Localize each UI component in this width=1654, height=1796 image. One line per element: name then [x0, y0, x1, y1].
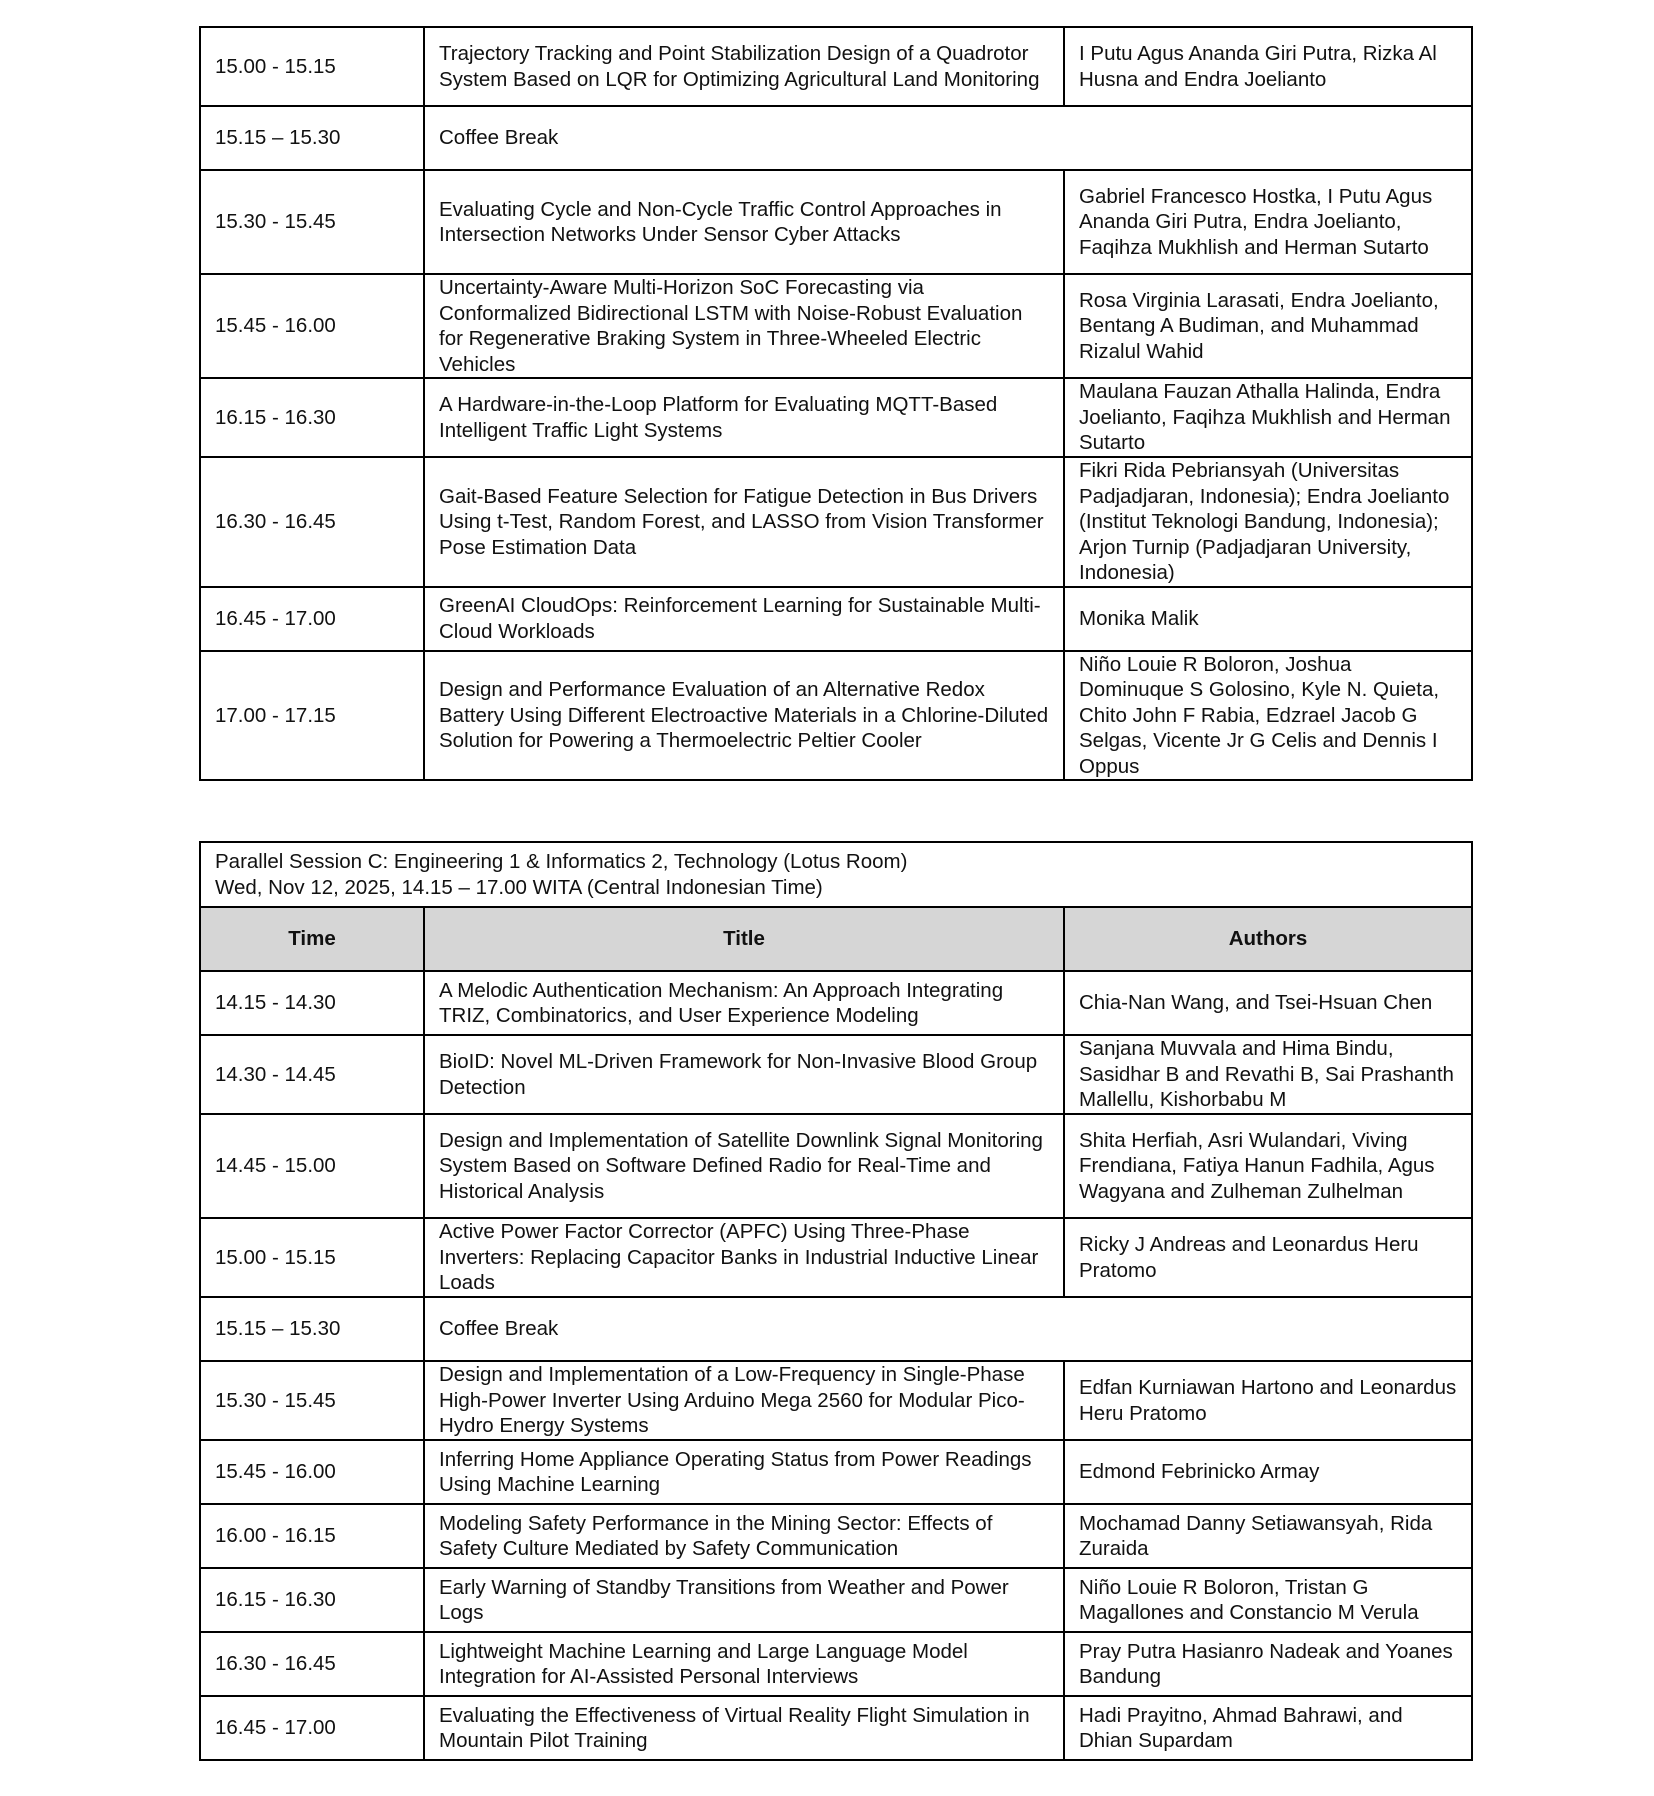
authors-cell: Ricky J Andreas and Leonardus Heru Pratomo [1064, 1218, 1472, 1297]
title-cell: Lightweight Machine Learning and Large Language Model Integration for AI-Assisted Personal Interviews [424, 1632, 1064, 1696]
table-row [200, 1218, 1472, 1297]
time-cell: 15.15 – 15.30 [200, 106, 424, 170]
session-info-row [200, 842, 1472, 907]
title-cell: Evaluating Cycle and Non-Cycle Traffic Control Approaches in Intersection Networks Under Sensor Cyber Attacks [424, 170, 1064, 274]
authors-cell: Monika Malik [1064, 587, 1472, 651]
time-cell: 15.15 – 15.30 [200, 1297, 424, 1361]
session-info-cell [200, 842, 1472, 907]
time-cell: 15.30 - 15.45 [200, 170, 424, 274]
table-row [200, 1632, 1472, 1696]
title-cell: Uncertainty-Aware Multi-Horizon SoC Forecasting via Conformalized Bidirectional LSTM with Noise-Robust Evaluation for Regenerative Braking System in Three-Wheeled Electric Vehicles [424, 274, 1064, 378]
table-row [200, 587, 1472, 651]
time-cell: 15.00 - 15.15 [200, 1218, 424, 1297]
table-row [200, 274, 1472, 378]
header-authors: Authors [1064, 907, 1472, 971]
authors-cell: Chia-Nan Wang, and Tsei-Hsuan Chen [1064, 971, 1472, 1035]
authors-cell: I Putu Agus Ananda Giri Putra, Rizka Al Husna and Endra Joelianto [1064, 27, 1472, 106]
title-cell: Design and Implementation of a Low-Frequency in Single-Phase High-Power Inverter Using Arduino Mega 2560 for Modular Pico-Hydro Energy Systems [424, 1361, 1064, 1440]
table-row [200, 1361, 1472, 1440]
table-row [200, 27, 1472, 106]
title-cell: Inferring Home Appliance Operating Status from Power Readings Using Machine Learning [424, 1440, 1064, 1504]
title-cell: Evaluating the Effectiveness of Virtual Reality Flight Simulation in Mountain Pilot Training [424, 1696, 1064, 1760]
title-cell: A Hardware-in-the-Loop Platform for Evaluating MQTT-Based Intelligent Traffic Light Systems [424, 378, 1064, 457]
title-cell: Gait-Based Feature Selection for Fatigue Detection in Bus Drivers Using t-Test, Random Forest, and LASSO from Vision Transformer Pose Estimation Data [424, 457, 1064, 587]
time-cell: 14.45 - 15.00 [200, 1114, 424, 1218]
table-row [200, 651, 1472, 781]
authors-cell: Rosa Virginia Larasati, Endra Joelianto, Bentang A Budiman, and Muhammad Rizalul Wahid [1064, 274, 1472, 378]
break-cell: Coffee Break [424, 106, 1472, 170]
time-cell: 16.00 - 16.15 [200, 1504, 424, 1568]
authors-cell: Edfan Kurniawan Hartono and Leonardus Heru Pratomo [1064, 1361, 1472, 1440]
time-cell: 15.45 - 16.00 [200, 1440, 424, 1504]
time-cell: 16.45 - 17.00 [200, 587, 424, 651]
table-head [200, 842, 1472, 971]
time-cell: 16.15 - 16.30 [200, 1568, 424, 1632]
session-title: Parallel Session C: Engineering 1 & Informatics 2, Technology (Lotus Room) [215, 850, 908, 873]
authors-cell: Hadi Prayitno, Ahmad Bahrawi, and Dhian Supardam [1064, 1696, 1472, 1760]
time-cell: 16.45 - 17.00 [200, 1696, 424, 1760]
authors-cell: Fikri Rida Pebriansyah (Universitas Padjadjaran, Indonesia); Endra Joelianto (Institut Teknologi Bandung, Indonesia); Arjon Turnip (Padjadjaran University, Indonesia) [1064, 457, 1472, 587]
time-cell: 15.30 - 15.45 [200, 1361, 424, 1440]
authors-cell: Pray Putra Hasianro Nadeak and Yoanes Bandung [1064, 1632, 1472, 1696]
time-cell: 15.00 - 15.15 [200, 27, 424, 106]
title-cell: GreenAI CloudOps: Reinforcement Learning for Sustainable Multi-Cloud Workloads [424, 587, 1064, 651]
table-row [200, 457, 1472, 587]
schedule-table-continued [199, 26, 1473, 781]
table-body [200, 27, 1472, 780]
authors-cell: Shita Herfiah, Asri Wulandari, Viving Frendiana, Fatiya Hanun Fadhila, Agus Wagyana and Zulheman Zulhelman [1064, 1114, 1472, 1218]
title-cell: BioID: Novel ML-Driven Framework for Non-Invasive Blood Group Detection [424, 1035, 1064, 1114]
time-cell: 16.30 - 16.45 [200, 457, 424, 587]
break-cell: Coffee Break [424, 1297, 1472, 1361]
title-cell: Active Power Factor Corrector (APFC) Using Three-Phase Inverters: Replacing Capacitor Banks in Industrial Inductive Linear Loads [424, 1218, 1064, 1297]
time-cell: 15.45 - 16.00 [200, 274, 424, 378]
time-cell: 14.30 - 14.45 [200, 1035, 424, 1114]
table-body [200, 971, 1472, 1760]
title-cell: Early Warning of Standby Transitions from Weather and Power Logs [424, 1568, 1064, 1632]
authors-cell: Edmond Febrinicko Armay [1064, 1440, 1472, 1504]
table-row [200, 1696, 1472, 1760]
table-row [200, 1035, 1472, 1114]
authors-cell: Sanjana Muvvala and Hima Bindu, Sasidhar B and Revathi B, Sai Prashanth Mallellu, Kishorbabu M [1064, 1035, 1472, 1114]
break-row [200, 1297, 1472, 1361]
table-row [200, 1568, 1472, 1632]
table-row [200, 971, 1472, 1035]
title-cell: Trajectory Tracking and Point Stabilization Design of a Quadrotor System Based on LQR for Optimizing Agricultural Land Monitoring [424, 27, 1064, 106]
title-cell: Design and Performance Evaluation of an Alternative Redox Battery Using Different Electroactive Materials in a Chlorine-Diluted Solution for Powering a Thermoelectric Peltier Cooler [424, 651, 1064, 781]
table-row [200, 1440, 1472, 1504]
title-cell: Design and Implementation of Satellite Downlink Signal Monitoring System Based on Software Defined Radio for Real-Time and Historical Analysis [424, 1114, 1064, 1218]
time-cell: 17.00 - 17.15 [200, 651, 424, 781]
time-cell: 16.30 - 16.45 [200, 1632, 424, 1696]
time-cell: 16.15 - 16.30 [200, 378, 424, 457]
header-title: Title [424, 907, 1064, 971]
table-row [200, 378, 1472, 457]
time-cell: 14.15 - 14.30 [200, 971, 424, 1035]
session-date: Wed, Nov 12, 2025, 14.15 – 17.00 WITA (Central Indonesian Time) [215, 875, 823, 899]
authors-cell: Maulana Fauzan Athalla Halinda, Endra Joelianto, Faqihza Mukhlish and Herman Sutarto [1064, 378, 1472, 457]
table-row [200, 1114, 1472, 1218]
column-header-row [200, 907, 1472, 971]
table-row [200, 170, 1472, 274]
title-cell: A Melodic Authentication Mechanism: An Approach Integrating TRIZ, Combinatorics, and User Experience Modeling [424, 971, 1064, 1035]
header-time: Time [200, 907, 424, 971]
parallel-session-c-table [199, 841, 1473, 1761]
break-row [200, 106, 1472, 170]
authors-cell: Mochamad Danny Setiawansyah, Rida Zuraida [1064, 1504, 1472, 1568]
table-row [200, 1504, 1472, 1568]
title-cell: Modeling Safety Performance in the Mining Sector: Effects of Safety Culture Mediated by Safety Communication [424, 1504, 1064, 1568]
authors-cell: Gabriel Francesco Hostka, I Putu Agus Ananda Giri Putra, Endra Joelianto, Faqihza Mukhlish and Herman Sutarto [1064, 170, 1472, 274]
authors-cell: Niño Louie R Boloron, Tristan G Magallones and Constancio M Verula [1064, 1568, 1472, 1632]
authors-cell: Niño Louie R Boloron, Joshua Dominuque S Golosino, Kyle N. Quieta, Chito John F Rabia, Edzrael Jacob G Selgas, Vicente Jr G Celis and Dennis I Oppus [1064, 651, 1472, 781]
